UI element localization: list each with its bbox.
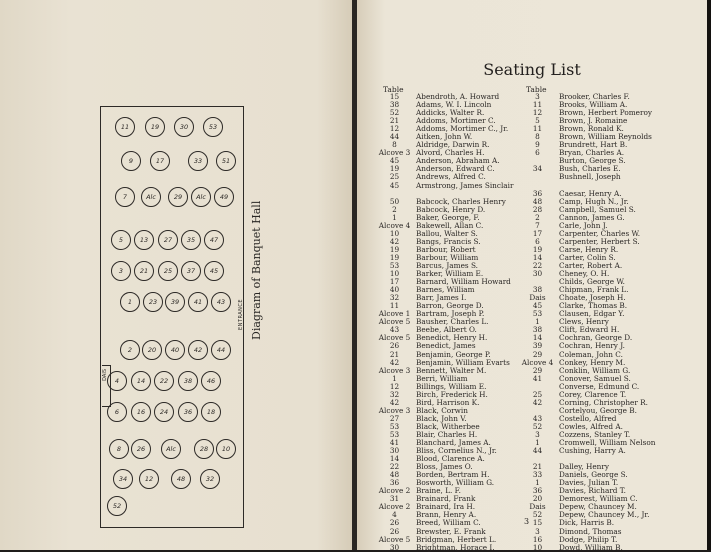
seating-list-title: Seating List (483, 60, 581, 79)
table-number: Alcove 5 (378, 317, 411, 327)
table-number: 45 (532, 301, 543, 311)
table-number: Alcove 3 (378, 405, 411, 415)
banquet-table: 26 (131, 439, 151, 459)
table-number: 11 (532, 124, 543, 134)
table-number: 45 (389, 156, 400, 166)
guest-name: Addoms, Mortimer C. (416, 116, 496, 126)
table-number: 2 (392, 204, 397, 214)
banquet-table: 13 (134, 230, 154, 250)
table-number: 52 (532, 421, 543, 431)
guest-name: Dodge, Philip T. (559, 534, 618, 544)
table-number: 36 (389, 478, 400, 488)
guest-name: Caesar, Henry A. (559, 188, 622, 198)
table-number: 36 (532, 486, 543, 496)
table-number: 21 (389, 116, 400, 126)
table-column-header-right: Table (526, 85, 547, 94)
table-number: 17 (389, 277, 400, 287)
list-item (373, 544, 523, 552)
banquet-table: 42 (188, 340, 208, 360)
table-number: 6 (535, 148, 540, 158)
guest-name: Cochran, Henry J. (559, 341, 625, 351)
guest-name: Cochran, George D. (559, 333, 633, 343)
banquet-table: 49 (214, 187, 234, 207)
banquet-table: 39 (165, 292, 185, 312)
table-number: 12 (389, 381, 400, 391)
guest-name: Blood, Clarence A. (416, 454, 485, 464)
guest-name: Chipman, Frank L. (559, 285, 629, 295)
table-number: 53 (389, 429, 400, 439)
table-number: 53 (389, 260, 400, 270)
banquet-table: 34 (113, 469, 133, 489)
guest-name: Carle, John J. (559, 220, 608, 230)
guest-name: Barr, James I. (416, 293, 467, 303)
banquet-table: 28 (194, 439, 214, 459)
table-number: 29 (532, 349, 543, 359)
table-number: 50 (389, 196, 400, 206)
table-number: 1 (392, 373, 397, 383)
guest-name: Armstrong, James Sinclair (416, 180, 514, 190)
banquet-hall-diagram (100, 106, 244, 528)
guest-name: Babcock, Henry D. (416, 204, 486, 214)
guest-name: Brightman, Horace I. (416, 542, 495, 552)
table-number: 1 (535, 317, 540, 327)
table-number: 53 (389, 421, 400, 431)
table-number: 41 (532, 373, 543, 383)
banquet-table: 1 (120, 292, 140, 312)
table-number: 30 (532, 269, 543, 279)
banquet-table: 4 (107, 371, 127, 391)
table-number: 30 (389, 446, 400, 456)
guest-name: Benedict, James (416, 341, 476, 351)
list-item (516, 173, 696, 181)
guest-name: Beebe, Albert O. (416, 325, 477, 335)
guest-name: Cromwell, William Nelson (559, 438, 656, 448)
guest-name: Brown, J. Romaine (559, 116, 628, 126)
guest-name: Conover, Samuel S. (559, 373, 631, 383)
guest-name: Andrews, Alfred C. (416, 172, 486, 182)
seating-list-right-column (516, 93, 696, 552)
page-edge (707, 0, 711, 550)
table-number: 19 (389, 164, 400, 174)
guest-name: Barnard, William Howard (416, 277, 511, 287)
table-number: 44 (389, 132, 400, 142)
guest-name: Borden, Bertram H. (416, 470, 490, 480)
table-number: Dais (529, 502, 546, 512)
guest-name: Brann, Henry A. (416, 510, 477, 520)
guest-name: Davies, Julian T. (559, 478, 619, 488)
guest-name: Barcus, James S. (416, 260, 479, 270)
guest-name: Blanchard, James A. (416, 438, 491, 448)
table-number: 21 (532, 462, 543, 472)
table-number: 11 (389, 301, 400, 311)
table-number: 1 (535, 478, 540, 488)
table-number: 9 (535, 140, 540, 150)
guest-name: Childs, George W. (559, 277, 625, 287)
table-number: 33 (532, 470, 543, 480)
guest-name: Dowd, William B. (559, 542, 623, 552)
guest-name: Dimond, Thomas (559, 526, 622, 536)
table-number: 41 (389, 438, 400, 448)
table-number: 15 (532, 518, 543, 528)
banquet-table: 46 (201, 371, 221, 391)
guest-name: Costello, Alfred (559, 413, 617, 423)
banquet-table: 23 (143, 292, 163, 312)
table-number: Dais (529, 293, 546, 303)
banquet-table: 37 (181, 261, 201, 281)
banquet-table: 32 (200, 469, 220, 489)
guest-name: Barker, William E. (416, 269, 484, 279)
guest-name: Davies, Richard T. (559, 486, 626, 496)
guest-name: Breed, William C. (416, 518, 481, 528)
banquet-table: 3 (111, 261, 131, 281)
table-number: Alcove 2 (378, 486, 411, 496)
table-number: 19 (389, 252, 400, 262)
banquet-table: 36 (178, 402, 198, 422)
banquet-table: 5 (111, 230, 131, 250)
list-item (516, 447, 696, 455)
guest-name: Daniels, George S. (559, 470, 628, 480)
guest-name: Brown, William Reynolds (559, 132, 652, 142)
table-number: 3 (535, 526, 540, 536)
table-number: 10 (389, 269, 400, 279)
guest-name: Bangs, Francis S. (416, 236, 481, 246)
page-number: 3 (524, 517, 530, 526)
guest-name: Bridgman, Herbert L. (416, 534, 497, 544)
guest-name: Bushnell, Joseph (559, 172, 621, 182)
table-number: 12 (389, 124, 400, 134)
guest-name: Abendroth, A. Howard (416, 92, 500, 101)
banquet-table: 17 (150, 151, 170, 171)
guest-name: Campbell, Samuel S. (559, 204, 636, 214)
table-number: 4 (392, 510, 397, 520)
guest-name: Benjamin, William Evarts (416, 357, 510, 367)
guest-name: Demorest, William C. (559, 494, 638, 504)
list-item (516, 544, 696, 552)
guest-name: Conkey, Henry M. (559, 357, 626, 367)
table-number: 53 (532, 309, 543, 319)
guest-name: Cushing, Harry A. (559, 446, 626, 456)
table-number: 42 (389, 236, 400, 246)
guest-name: Bush, Charles E. (559, 164, 621, 174)
guest-name: Conklin, William G. (559, 365, 631, 375)
guest-name: Brundrett, Hart B. (559, 140, 628, 150)
banquet-table: 25 (158, 261, 178, 281)
table-number: 42 (389, 357, 400, 367)
guest-name: Brewster, E. Frank (416, 526, 486, 536)
table-number: 11 (532, 100, 543, 110)
banquet-table: 27 (158, 230, 178, 250)
guest-name: Corning, Christopher R. (559, 397, 648, 407)
banquet-table: 43 (211, 292, 231, 312)
guest-name: Carpenter, Charles W. (559, 228, 641, 238)
guest-name: Brown, Ronald K. (559, 124, 624, 134)
guest-name: Bakewell, Allan C. (416, 220, 484, 230)
guest-name: Black, Corwin (416, 405, 468, 415)
table-column-header-left: Table (383, 85, 404, 94)
guest-name: Barbour, Robert (416, 244, 476, 254)
guest-name: Brown, Herbert Pomeroy (559, 108, 652, 118)
guest-name: Alvord, Charles H. (416, 148, 485, 158)
table-number: 29 (532, 365, 543, 375)
guest-name: Camp, Hugh N., Jr. (559, 196, 629, 206)
banquet-table: 33 (188, 151, 208, 171)
guest-name: Black, Witherbee (416, 421, 480, 431)
table-number: 21 (389, 349, 400, 359)
table-number: 25 (532, 389, 543, 399)
guest-name: Choate, Joseph H. (559, 293, 626, 303)
guest-name: Cheney, O. H. (559, 269, 610, 279)
banquet-table: 21 (134, 261, 154, 281)
banquet-table: 52 (107, 496, 127, 516)
guest-name: Converse, Edmund C. (559, 381, 640, 391)
table-number: Alcove 3 (378, 148, 411, 158)
guest-name: Barbour, William (416, 252, 479, 262)
guest-name: Carter, Robert A. (559, 260, 623, 270)
table-number: 43 (389, 325, 400, 335)
banquet-table: 16 (131, 402, 151, 422)
guest-name: Clausen, Edgar Y. (559, 309, 625, 319)
banquet-table: 45 (204, 261, 224, 281)
table-number: 38 (532, 285, 543, 295)
banquet-table: 6 (107, 402, 127, 422)
table-number: 52 (389, 108, 400, 118)
table-number: Alcove 2 (378, 502, 411, 512)
guest-name: Cannon, James G. (559, 212, 625, 222)
table-number: 48 (389, 470, 400, 480)
table-number: 1 (392, 212, 397, 222)
guest-name: Blair, Charles H. (416, 429, 478, 439)
guest-name: Berri, William (416, 373, 468, 383)
dais-label: DAIS (102, 369, 108, 381)
guest-name: Clarke, Thomas B. (559, 301, 628, 311)
banquet-table: 38 (178, 371, 198, 391)
guest-name: Brainard, Frank (416, 494, 476, 504)
banquet-table: 47 (204, 230, 224, 250)
guest-name: Barnes, William (416, 285, 475, 295)
table-number: 34 (532, 164, 543, 174)
table-number: 40 (389, 285, 400, 295)
guest-name: Corey, Clarence T. (559, 389, 627, 399)
banquet-table: 48 (171, 469, 191, 489)
guest-name: Brainard, Ira H. (416, 502, 476, 512)
table-number: 26 (389, 518, 400, 528)
guest-name: Carter, Colin S. (559, 252, 616, 262)
banquet-table: 51 (216, 151, 236, 171)
guest-name: Dalley, Henry (559, 462, 609, 472)
guest-name: Anderson, Edward C. (416, 164, 495, 174)
table-number: 36 (532, 188, 543, 198)
table-number: Alcove 4 (378, 220, 411, 230)
banquet-table: 30 (174, 117, 194, 137)
table-number: 25 (389, 172, 400, 182)
banquet-table: 10 (216, 439, 236, 459)
table-number: 26 (389, 341, 400, 351)
table-number: Alcove 3 (378, 365, 411, 375)
banquet-table: 8 (109, 439, 129, 459)
guest-name: Depew, Chauncey M., Jr. (559, 510, 650, 520)
table-number: 42 (532, 397, 543, 407)
table-number: 22 (389, 462, 400, 472)
table-number: 30 (389, 542, 400, 552)
table-number: 28 (532, 204, 543, 214)
table-number: 43 (532, 413, 543, 423)
banquet-table: 41 (188, 292, 208, 312)
guest-name: Barron, George D. (416, 301, 484, 311)
table-number: 17 (532, 228, 543, 238)
table-number: 22 (532, 260, 543, 270)
table-number: 19 (532, 244, 543, 254)
guest-name: Benjamin, George P. (416, 349, 491, 359)
table-number: 31 (389, 494, 400, 504)
table-number: 14 (532, 333, 543, 343)
table-number: 8 (535, 132, 540, 142)
banquet-table: Alc (141, 187, 161, 207)
guest-name: Cozzens, Stanley T. (559, 429, 631, 439)
table-number: 10 (389, 228, 400, 238)
guest-name: Brooks, William A. (559, 100, 628, 110)
guest-name: Ballou, Walter S. (416, 228, 478, 238)
guest-name: Carpenter, Herbert S. (559, 236, 640, 246)
table-number: 39 (532, 341, 543, 351)
table-number: 5 (535, 116, 540, 126)
table-number: 48 (532, 196, 543, 206)
table-number: 7 (535, 220, 540, 230)
table-number: 42 (389, 397, 400, 407)
guest-name: Addoms, Mortimer C., Jr. (416, 124, 509, 134)
table-number: 44 (532, 446, 543, 456)
banquet-table: 2 (120, 340, 140, 360)
guest-name: Addicks, Walter R. (416, 108, 485, 118)
table-number: 6 (535, 236, 540, 246)
guest-name: Billings, William E. (416, 381, 487, 391)
guest-name: Clews, Henry (559, 317, 609, 327)
guest-name: Bartram, Joseph P. (416, 309, 485, 319)
guest-name: Bloss, James O. (416, 462, 473, 472)
table-number: 19 (389, 244, 400, 254)
banquet-table: 14 (131, 371, 151, 391)
guest-name: Bausher, Charles L. (416, 317, 489, 327)
guest-name: Bird, Harrison K. (416, 397, 480, 407)
table-number: 2 (535, 212, 540, 222)
table-number: 38 (389, 100, 400, 110)
guest-name: Dick, Harris B. (559, 518, 615, 528)
guest-name: Coleman, John C. (559, 349, 623, 359)
guest-name: Cowles, Alfred A. (559, 421, 623, 431)
table-number: 10 (532, 542, 543, 552)
guest-name: Braine, L. F. (416, 486, 461, 496)
guest-name: Babcock, Charles Henry (416, 196, 506, 206)
guest-name: Aldridge, Darwin R. (416, 140, 490, 150)
table-number: 3 (535, 92, 540, 101)
guest-name: Baker, George, F. (416, 212, 480, 222)
table-number: Alcove 5 (378, 333, 411, 343)
guest-name: Burton, George S. (559, 156, 626, 166)
banquet-table: Alc (161, 439, 181, 459)
banquet-table: 40 (165, 340, 185, 360)
banquet-table: 7 (115, 187, 135, 207)
table-number: 8 (392, 140, 397, 150)
guest-name: Clift, Edward H. (559, 325, 620, 335)
table-number: 3 (535, 429, 540, 439)
guest-name: Black, John V. (416, 413, 467, 423)
banquet-table: 22 (154, 371, 174, 391)
entrance-label: ENTRANCE (238, 298, 244, 330)
table-number: Alcove 1 (378, 309, 411, 319)
banquet-table: 44 (211, 340, 231, 360)
table-number: 14 (389, 454, 400, 464)
table-number: 38 (532, 325, 543, 335)
banquet-table: 19 (145, 117, 165, 137)
table-number: 12 (532, 108, 543, 118)
guest-name: Birch, Frederick H. (416, 389, 488, 399)
guest-name: Bosworth, William G. (416, 478, 495, 488)
banquet-table: 35 (181, 230, 201, 250)
banquet-table: 18 (201, 402, 221, 422)
table-number: Alcove 4 (521, 357, 554, 367)
guest-name: Aitken, John W. (416, 132, 473, 142)
table-number: Alcove 5 (378, 534, 411, 544)
guest-name: Anderson, Abraham A. (416, 156, 500, 166)
guest-name: Bryan, Charles A. (559, 148, 625, 158)
table-number (516, 173, 559, 181)
guest-name: Carse, Henry R. (559, 244, 619, 254)
guest-name: Benedict, Henry H. (416, 333, 488, 343)
list-item (373, 182, 523, 190)
diagram-title: Diagram of Banquet Hall (250, 200, 263, 340)
banquet-table: 24 (154, 402, 174, 422)
table-number: 32 (389, 389, 400, 399)
table-number: 1 (535, 438, 540, 448)
table-number: 52 (532, 510, 543, 520)
banquet-table: 9 (121, 151, 141, 171)
banquet-table: 20 (142, 340, 162, 360)
banquet-table: 53 (203, 117, 223, 137)
guest-name: Adams, W. I. Lincoln (416, 100, 492, 110)
banquet-table: 29 (168, 187, 188, 207)
table-number: 16 (532, 534, 543, 544)
table-number: 32 (389, 293, 400, 303)
guest-name: Brooker, Charles F. (559, 92, 630, 101)
banquet-table: 11 (115, 117, 135, 137)
guest-name: Bennett, Walter M. (416, 365, 487, 375)
guest-name: Bliss, Cornelius N., Jr. (416, 446, 497, 456)
table-number: 27 (389, 413, 400, 423)
table-number: 14 (532, 252, 543, 262)
seating-list-left-column (373, 93, 523, 552)
guest-name: Depew, Chauncey M. (559, 502, 637, 512)
banquet-table: Alc (191, 187, 211, 207)
banquet-table: 12 (139, 469, 159, 489)
table-number: 26 (389, 526, 400, 536)
table-number: 45 (389, 180, 400, 190)
table-number: 15 (389, 92, 400, 101)
guest-name: Cortelyou, George B. (559, 405, 637, 415)
table-number: 20 (532, 494, 543, 504)
